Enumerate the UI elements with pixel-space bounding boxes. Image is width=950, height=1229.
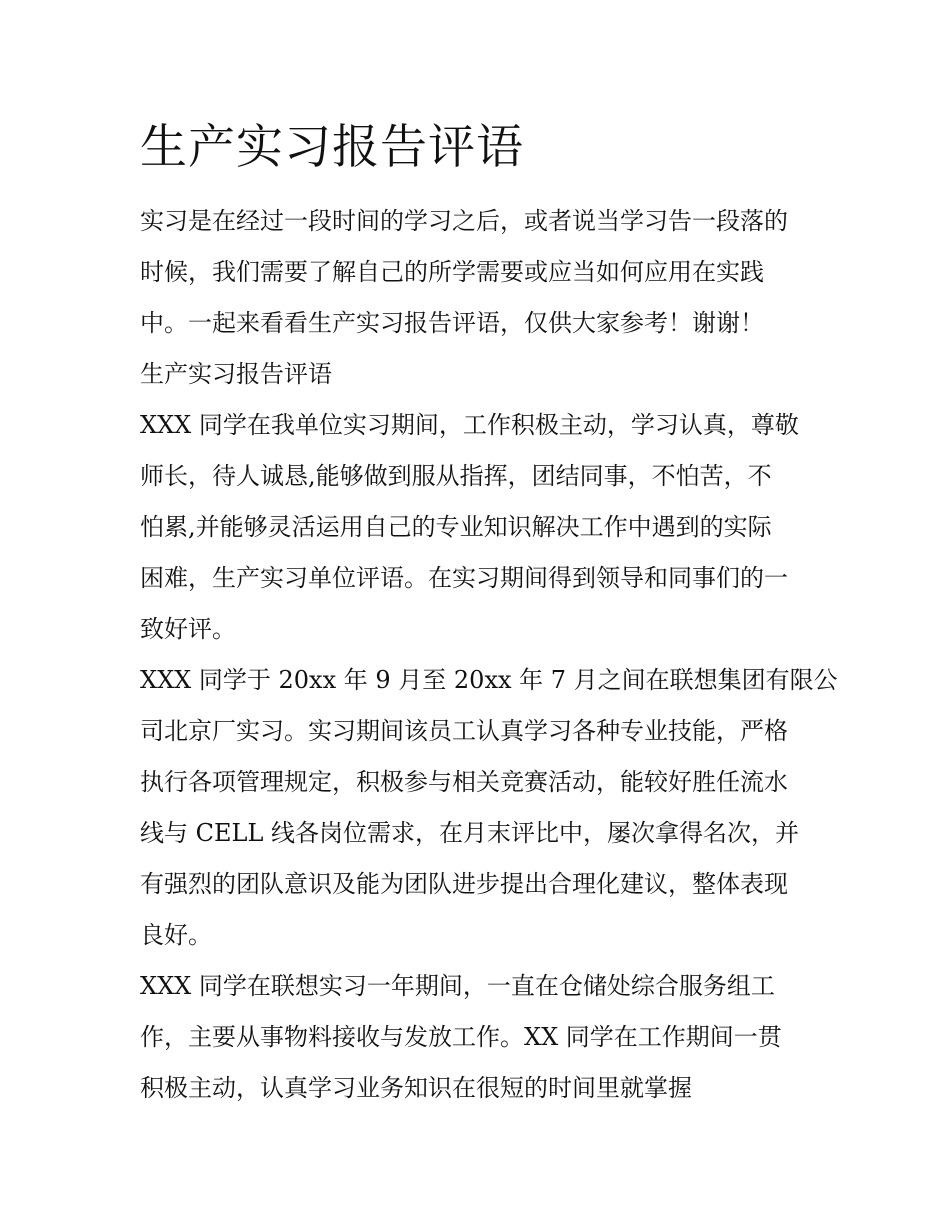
document-body — [140, 196, 838, 1114]
paragraph-comment-2-line-5: 有强烈的团队意识及能为团队进步提出合理化建议，整体表现 — [140, 870, 788, 898]
paragraph-comment-2-line-1: XXX 同学于 20xx 年 9 月至 20xx 年 7 月之间在联想集团有限公 — [140, 666, 838, 694]
paragraph-intro-line-2: 时候，我们需要了解自己的所学需要或应当如何应用在实践 — [140, 258, 764, 286]
paragraph-comment-1-line-3: 怕累,并能够灵活运用自己的专业知识解决工作中遇到的实际 — [140, 513, 772, 541]
paragraph-comment-1-line-1: XXX 同学在我单位实习期间，工作积极主动，学习认真，尊敬 — [140, 411, 799, 439]
section-heading: 生产实习报告评语 — [140, 360, 332, 388]
paragraph-intro-line-1: 实习是在经过一段时间的学习之后，或者说当学习告一段落的 — [140, 207, 788, 235]
paragraph-intro-line-3: 中。一起来看看生产实习报告评语，仅供大家参考！谢谢！ — [140, 309, 764, 337]
paragraph-comment-2-line-2: 司北京厂实习。实习期间该员工认真学习各种专业技能，严格 — [140, 717, 788, 745]
paragraph-comment-1-line-4: 困难，生产实习单位评语。在实习期间得到领导和同事们的一 — [140, 564, 788, 592]
paragraph-comment-3-line-3: 积极主动，认真学习业务知识在很短的时间里就掌握 — [140, 1074, 692, 1102]
paragraph-comment-3-line-2: 作，主要从事物料接收与发放工作。XX 同学在工作期间一贯 — [140, 1023, 782, 1051]
paragraph-comment-3-line-1: XXX 同学在联想实习一年期间，一直在仓储处综合服务组工 — [140, 972, 775, 1000]
paragraph-comment-1-line-2: 师长，待人诚恳,能够做到服从指挥，团结同事，不怕苦，不 — [140, 462, 772, 490]
paragraph-comment-2-line-3: 执行各项管理规定，积极参与相关竞赛活动，能较好胜任流水 — [140, 768, 788, 796]
paragraph-comment-1-line-5: 致好评。 — [140, 615, 236, 643]
paragraph-comment-2-line-6: 良好。 — [140, 921, 212, 949]
document-title: 生产实习报告评语 — [140, 120, 524, 175]
paragraph-comment-2-line-4: 线与 CELL 线各岗位需求，在月末评比中，屡次拿得名次，并 — [140, 819, 800, 847]
